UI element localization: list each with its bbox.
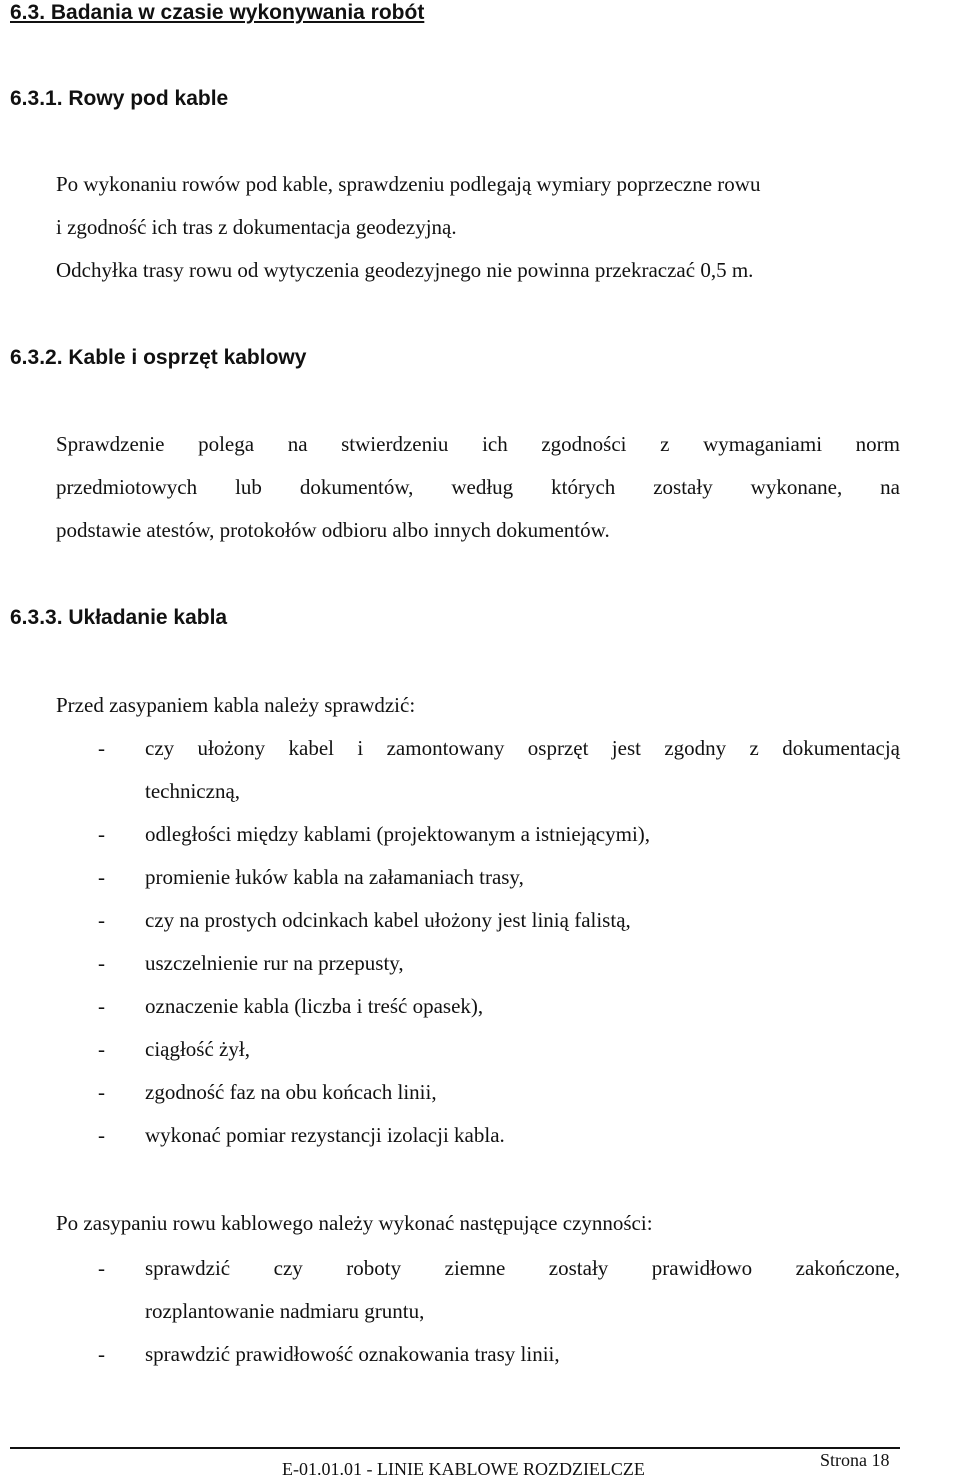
list-item-text-continued: techniczną, [145, 779, 241, 803]
list-marker: - [98, 1080, 105, 1104]
list-marker: - [98, 822, 105, 846]
paragraph-line: Sprawdzenie polega na stwierdzeniu ich zgodności z wymaganiami norm [56, 432, 900, 456]
list-item [0, 727, 900, 813]
list-item [0, 985, 900, 1028]
list-item-text: czy na prostych odcinkach kabel ułożony jest linią falistą, [145, 908, 631, 932]
list-item [0, 1028, 900, 1071]
list-intro: Przed zasypaniem kabla należy sprawdzić: [56, 693, 416, 717]
list-item [0, 942, 900, 985]
paragraph-line: i zgodność ich tras z dokumentacja geodezyjną. [56, 215, 457, 239]
list-marker: - [98, 1342, 105, 1366]
list-item-text: uszczelnienie rur na przepusty, [145, 951, 404, 975]
list-marker: - [98, 1123, 105, 1147]
list-marker: - [98, 865, 105, 889]
list-marker: - [98, 994, 105, 1018]
list-item [0, 899, 900, 942]
check-list-before [0, 727, 900, 1157]
list-item-text: sprawdzić czy roboty ziemne zostały prawidłowo zakończone, [145, 1256, 900, 1280]
paragraph-line: podstawie atestów, protokołów odbioru albo innych dokumentów. [56, 518, 610, 542]
section-heading-6-3-2: 6.3.2. Kable i osprzęt kablowy [10, 346, 307, 369]
list-item [0, 856, 900, 899]
list-marker: - [98, 1037, 105, 1061]
list-item-text: promienie łuków kabla na załamaniach trasy, [145, 865, 524, 889]
check-list-after [0, 1247, 900, 1376]
paragraph-line: Odchyłka trasy rowu od wytyczenia geodezyjnego nie powinna przekraczać 0,5 m. [56, 258, 754, 282]
section-heading-6-3-1: 6.3.1. Rowy pod kable [10, 87, 229, 110]
list-item-text: sprawdzić prawidłowość oznakowania trasy linii, [145, 1342, 560, 1366]
list-item-text: odległości między kablami (projektowanym a istniejącymi), [145, 822, 651, 846]
section-heading-6-3: 6.3. Badania w czasie wykonywania robót [10, 1, 425, 24]
paragraph-line: Po wykonaniu rowów pod kable, sprawdzeniu podlegają wymiary poprzeczne rowu [56, 172, 761, 196]
list-marker: - [98, 1256, 105, 1280]
list-intro-after: Po zasypaniu rowu kablowego należy wykonać następujące czynności: [56, 1211, 653, 1235]
list-item-text: wykonać pomiar rezystancji izolacji kabla. [145, 1123, 505, 1147]
list-marker: - [98, 908, 105, 932]
list-item [0, 1247, 900, 1333]
list-item-text: ciągłość żył, [145, 1037, 250, 1061]
list-item [0, 1333, 900, 1376]
list-item-text-continued: rozplantowanie nadmiaru gruntu, [145, 1299, 425, 1323]
paragraph-kable [56, 423, 900, 552]
section-heading-6-3-3: 6.3.3. Układanie kabla [10, 606, 228, 629]
list-item-text: czy ułożony kabel i zamontowany osprzęt jest zgodny z dokumentacją [145, 736, 900, 760]
list-marker: - [98, 736, 105, 760]
list-marker: - [98, 951, 105, 975]
list-item-text: zgodność faz na obu końcach linii, [145, 1080, 437, 1104]
paragraph-line: przedmiotowych lub dokumentów, według których zostały wykonane, na [56, 475, 900, 499]
list-item [0, 1071, 900, 1114]
footer-document-title: E-01.01.01 - LINIE KABLOWE ROZDZIELCZE [282, 1459, 645, 1479]
footer-page-number: Strona 18 [820, 1450, 890, 1470]
list-item [0, 1114, 900, 1157]
list-item-text: oznaczenie kabla (liczba i treść opasek), [145, 994, 484, 1018]
footer-divider [10, 1447, 900, 1449]
list-item [0, 813, 900, 856]
